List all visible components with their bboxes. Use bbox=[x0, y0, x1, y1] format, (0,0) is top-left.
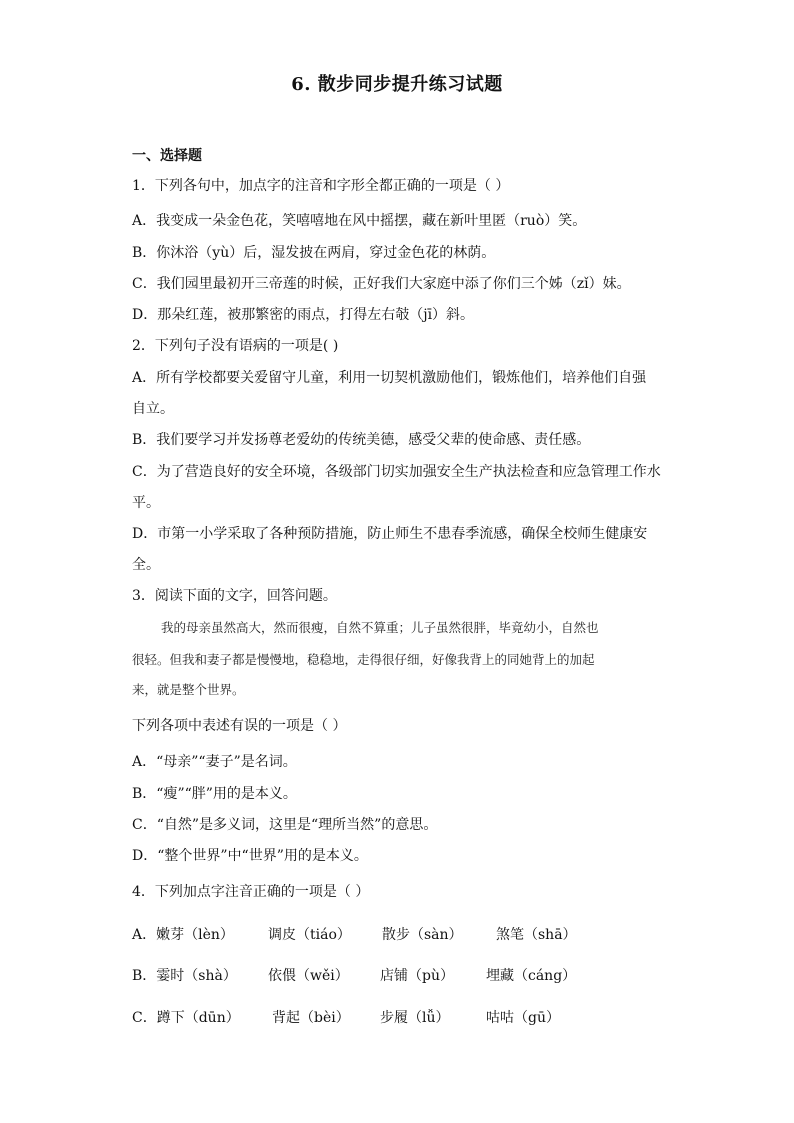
option-item: 散步（sàn） bbox=[382, 927, 463, 943]
question-3-option-c: C．“自然”是多义词，这里是“理所当然”的意思。 bbox=[132, 817, 438, 833]
question-3-option-b: B．“瘦”“胖”用的是本义。 bbox=[132, 786, 297, 802]
question-2-option-d-cont: 全。 bbox=[132, 557, 160, 573]
option-item: A．嫩芽（lèn） bbox=[132, 927, 234, 943]
question-3-sub-stem: 下列各项中表述有误的一项是（ ） bbox=[132, 718, 347, 734]
option-item: 步履（lǚ） bbox=[380, 1010, 450, 1026]
option-item: 埋藏（cáng） bbox=[486, 968, 577, 984]
section-heading: 一、选择题 bbox=[132, 148, 202, 164]
option-item: 背起（bèi） bbox=[272, 1010, 350, 1026]
option-item: 煞笔（shā） bbox=[496, 927, 577, 943]
question-1-stem: 1．下列各句中，加点字的注音和字形全都正确的一项是（ ） bbox=[132, 178, 510, 194]
question-1-option-d: D．那朵红莲，被那繁密的雨点，打得左右攲（jī）斜。 bbox=[132, 307, 475, 323]
reading-passage-line-2: 很轻。但我和妻子都是慢慢地，稳稳地，走得很仔细，好像我背上的同她背上的加起 bbox=[132, 652, 595, 667]
question-3-stem: 3．阅读下面的文字，回答问题。 bbox=[132, 588, 337, 604]
question-2-option-d: D．市第一小学采取了各种预防措施，防止师生不患春季流感，确保全校师生健康安 bbox=[132, 526, 648, 542]
question-1-option-c: C．我们园里最初开三帝莲的时候，正好我们大家庭中添了你们三个姊（zǐ）妹。 bbox=[132, 276, 631, 292]
question-2-option-b: B．我们要学习并发扬尊老爱幼的传统美德，感受父辈的使命感、责任感。 bbox=[132, 432, 591, 448]
option-item: 店铺（pù） bbox=[380, 968, 454, 984]
reading-passage-line-1: 我的母亲虽然高大，然而很瘦，自然不算重；儿子虽然很胖，毕竟幼小，自然也 bbox=[161, 620, 599, 635]
reading-passage-line-3: 来，就是整个世界。 bbox=[132, 682, 245, 697]
question-4-stem: 4．下列加点字注音正确的一项是（ ） bbox=[132, 884, 370, 900]
question-3-option-a: A．“母亲”“妻子”是名词。 bbox=[132, 754, 297, 770]
page-title: 6. 散步同步提升练习试题 bbox=[291, 74, 503, 95]
question-1-option-a: A．我变成一朵金色花，笑嘻嘻地在风中摇摆，藏在新叶里匿（ruò）笑。 bbox=[132, 213, 587, 229]
question-2-option-c-cont: 平。 bbox=[132, 495, 160, 511]
question-2-option-a: A．所有学校都要关爱留守儿童，利用一切契机激励他们，锻炼他们，培养他们自强 bbox=[132, 370, 647, 386]
option-item: 依偎（wěi） bbox=[268, 968, 349, 984]
question-3-option-d: D．“整个世界”中“世界”用的是本义。 bbox=[132, 848, 368, 864]
question-2-option-c: C．为了营造良好的安全环境，各级部门切实加强安全生产执法检查和应急管理工作水 bbox=[132, 464, 661, 480]
option-item: C．蹲下（dūn） bbox=[132, 1010, 240, 1026]
option-item: 咕咕（gū） bbox=[486, 1010, 560, 1026]
question-2-stem: 2．下列句子没有语病的一项是( ) bbox=[132, 338, 339, 354]
question-1-option-b: B．你沐浴（yù）后，湿发披在两肩，穿过金色花的林荫。 bbox=[132, 245, 496, 261]
question-2-option-a-cont: 自立。 bbox=[132, 401, 174, 417]
option-item: 调皮（tiáo） bbox=[268, 927, 351, 943]
option-item: B．霎时（shà） bbox=[132, 968, 237, 984]
